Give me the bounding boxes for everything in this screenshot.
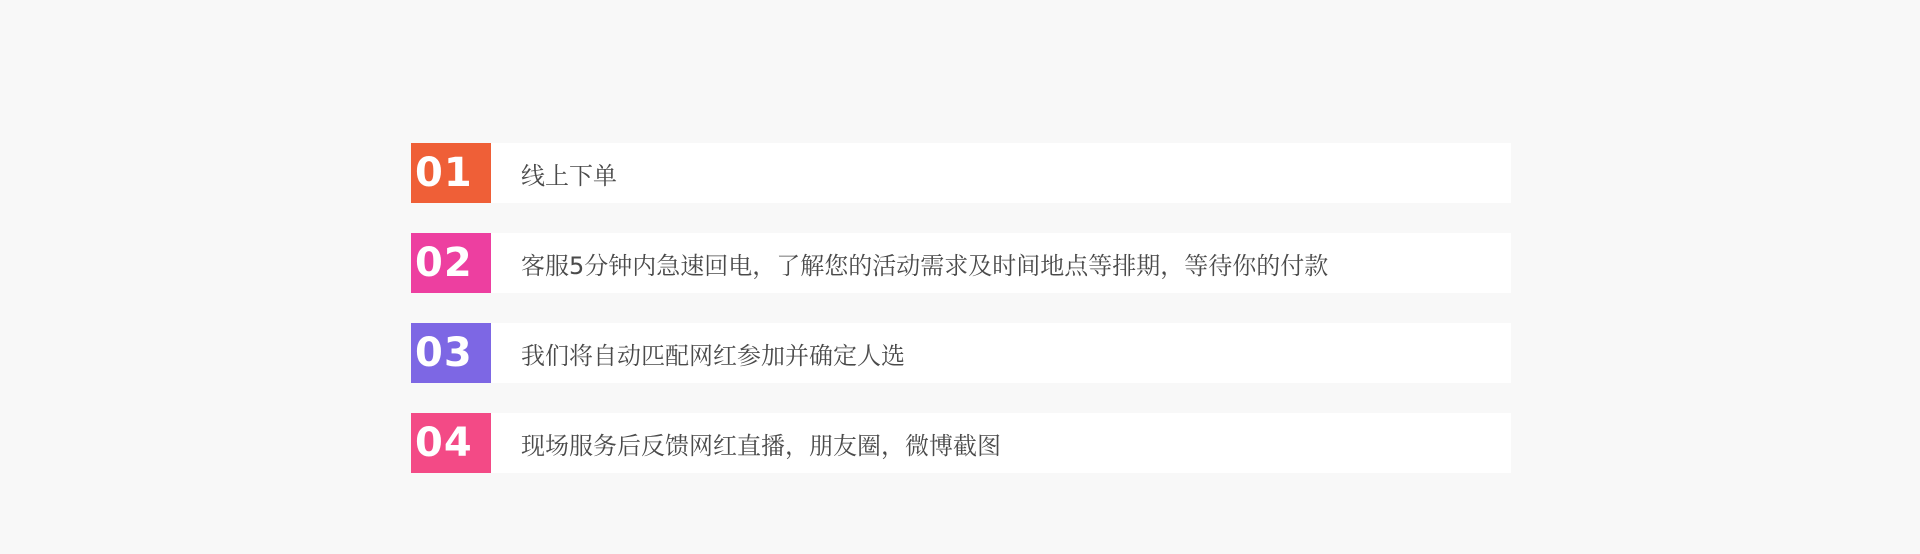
step-2 [411,233,1511,293]
step-3 [411,323,1511,383]
step-description: 客服5分钟内急速回电，了解您的活动需求及时间地点等排期，等待你的付款 [521,251,1329,280]
step-number-badge: 02 [411,233,491,293]
step-number-badge: 03 [411,323,491,383]
step-1 [411,143,1511,203]
step-4 [411,413,1511,473]
step-number-badge: 04 [411,413,491,473]
step-number-badge: 01 [411,143,491,203]
step-description: 我们将自动匹配网红参加并确定人选 [521,341,905,370]
process-steps [411,143,1511,503]
step-description: 线上下单 [521,161,617,190]
step-description: 现场服务后反馈网红直播，朋友圈，微博截图 [521,431,1001,460]
